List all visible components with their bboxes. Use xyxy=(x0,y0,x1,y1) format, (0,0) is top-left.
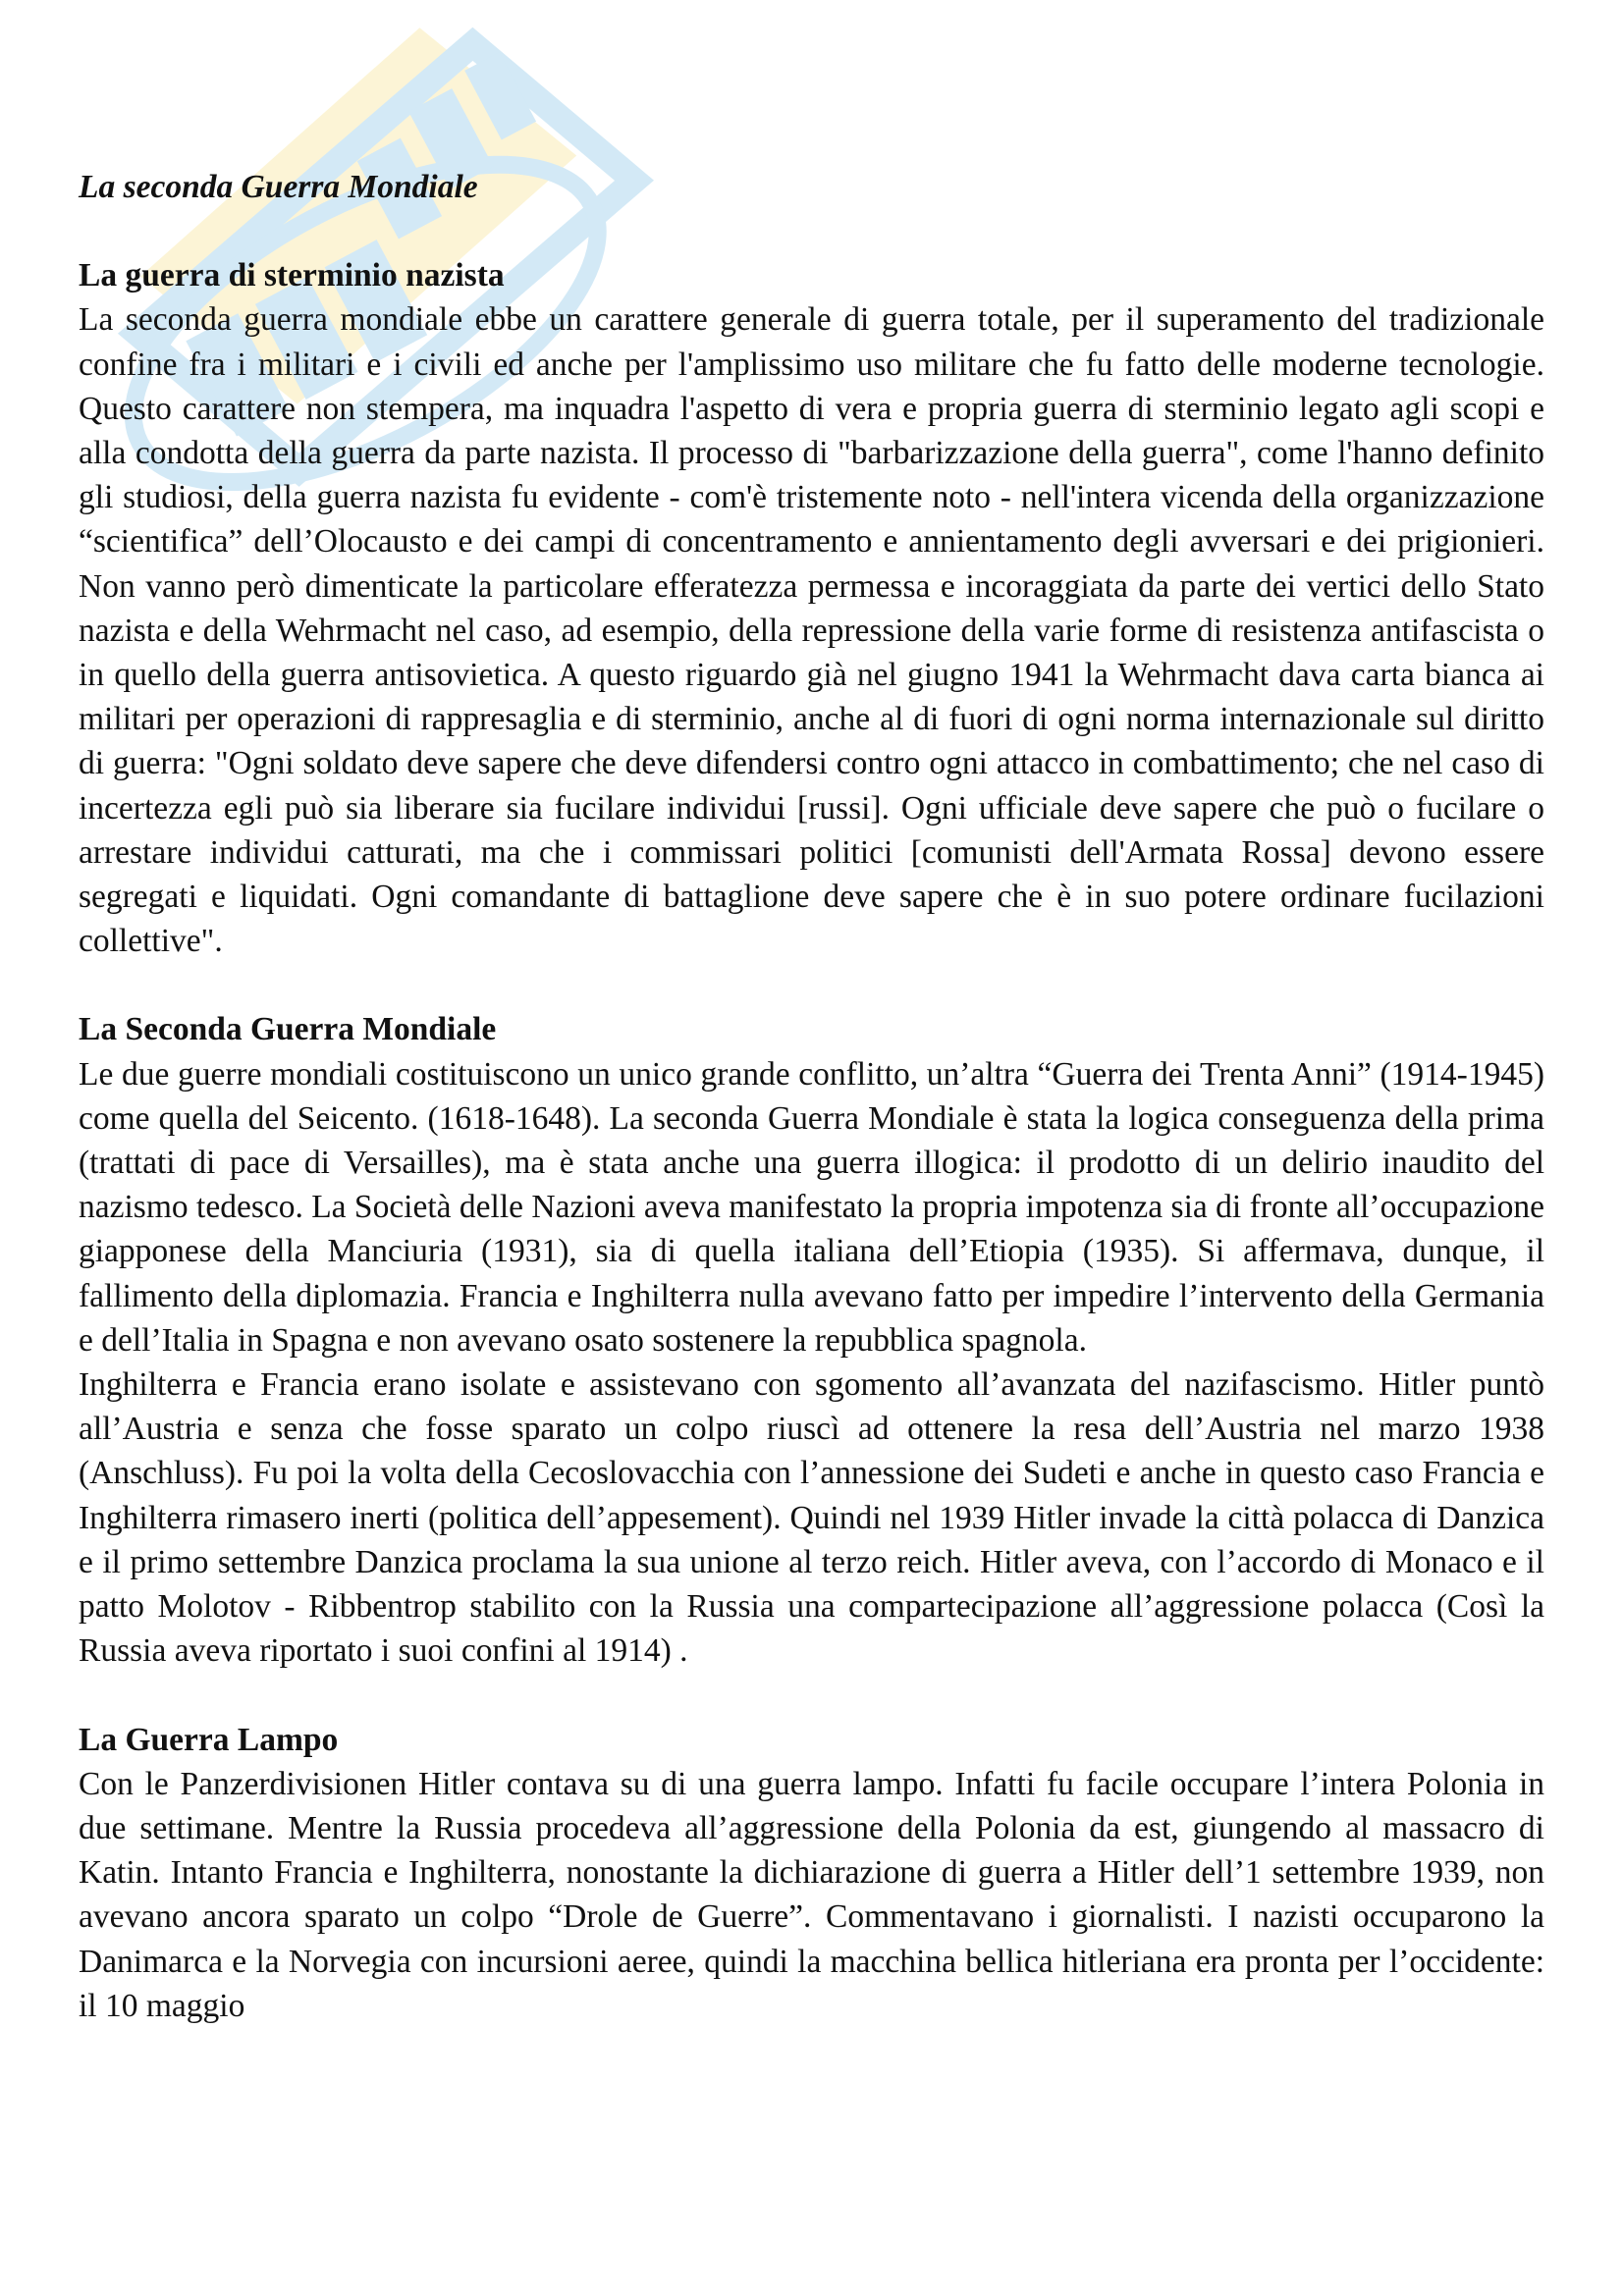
section-guerra-lampo xyxy=(79,1718,1544,2028)
section-guerra-sterminio xyxy=(79,253,1544,963)
section-heading: La Seconda Guerra Mondiale xyxy=(79,1011,497,1048)
paragraph: La seconda guerra mondiale ebbe un carattere generale di guerra totale, per il superamento del tradizionale confine fra i militari e i civili ed anche per l'amplissimo uso militare che fu fatto delle moderne tecnologie. Questo carattere non stempera, ma inquadra l'aspetto di vera e propria guerra di sterminio legato agli scopi e alla condotta della guerra da parte nazista. Il processo di "barbarizzazione della guerra", come l'hanno definito gli studiosi, della guerra nazista fu evidente - com'è tristemente noto - nell'intera vicenda della organizzazione “scientifica” dell’Olocausto e dei campi di concentramento e annientamento degli avversari e dei prigionieri. Non vanno però dimenticate la particolare efferatezza permessa e incoraggiata da parte dei vertici dello Stato nazista e della Wehrmacht nel caso, ad esempio, della repressione della varie forme di resistenza antifascista o in quello della guerra antisovietica. A questo riguardo già nel giugno 1941 la Wehrmacht dava carta bianca ai militari per operazioni di rappresaglia e di sterminio, anche al di fuori di ogni norma internazionale sul diritto di guerra: "Ogni soldato deve sapere che deve difendersi contro ogni attacco in combattimento; che nel caso di incertezza egli può sia liberare sia fucilare individui [russi]. Ogni ufficiale deve sapere che può o fucilare o arrestare individui catturati, ma che i commissari politici [comunisti dell'Armata Rossa] devono essere segregati e liquidati. Ogni comandante di battaglione deve sapere che è in suo potere ordinare fucilazioni collettive". xyxy=(79,301,1544,960)
document-page xyxy=(79,165,1544,2072)
paragraph: Con le Panzerdivisionen Hitler contava su di una guerra lampo. Infatti fu facile occupare l’intera Polonia in due settimane. Mentre la Russia procedeva all’aggressione della Polonia da est, giungendo al massacro di Katin. Intanto Francia e Inghilterra, nonostante la dichiarazione di guerra a Hitler dell’1 settembre 1939, non avevano ancora sparato un colpo “Drole de Guerre”. Commentavano i giornalisti. I nazisti occuparono la Danimarca e la Norvegia con incursioni aeree, quindi la macchina bellica hitleriana era pronta per l’occidente: il 10 maggio xyxy=(79,1765,1544,2024)
section-heading: La Guerra Lampo xyxy=(79,1721,339,1758)
document-title: La seconda Guerra Mondiale xyxy=(79,169,478,205)
paragraph: Inghilterra e Francia erano isolate e assistevano con sgomento all’avanzata del nazifascismo. Hitler puntò all’Austria e senza che fosse sparato un colpo riuscì ad ottenere la resa dell’Austria nel marzo 1938 (Anschluss). Fu poi la volta della Cecoslovacchia con l’annessione dei Sudeti e anche in questo caso Francia e Inghilterra rimasero inerti (politica dell’appesement). Quindi nel 1939 Hitler invade la città polacca di Danzica e il primo settembre Danzica proclama la sua unione al terzo reich. Hitler aveva, con l’accordo di Monaco e il patto Molotov - Ribbentrop stabilito con la Russia una compartecipazione all’aggressione polacca (Così la Russia aveva riportato i suoi confini al 1914) . xyxy=(79,1366,1544,1670)
section-seconda-guerra xyxy=(79,1007,1544,1673)
paragraph: Le due guerre mondiali costituiscono un unico grande conflitto, un’altra “Guerra dei Trenta Anni” (1914-1945) come quella del Seicento. (1618-1648). La seconda Guerra Mondiale è stata la logica conseguenza della prima (trattati di pace di Versailles), ma è stata anche una guerra illogica: il prodotto di un delirio inaudito del nazismo tedesco. La Società delle Nazioni aveva manifestato la propria impotenza sia di fronte all’occupazione giapponese della Manciuria (1931), sia di quella italiana dell’Etiopia (1935). Si affermava, dunque, il fallimento della diplomazia. Francia e Inghilterra nulla avevano fatto per impedire l’intervento della Germania e dell’Italia in Spagna e non avevano osato sostenere la repubblica spagnola. xyxy=(79,1055,1544,1359)
section-heading: La guerra di sterminio nazista xyxy=(79,257,505,294)
